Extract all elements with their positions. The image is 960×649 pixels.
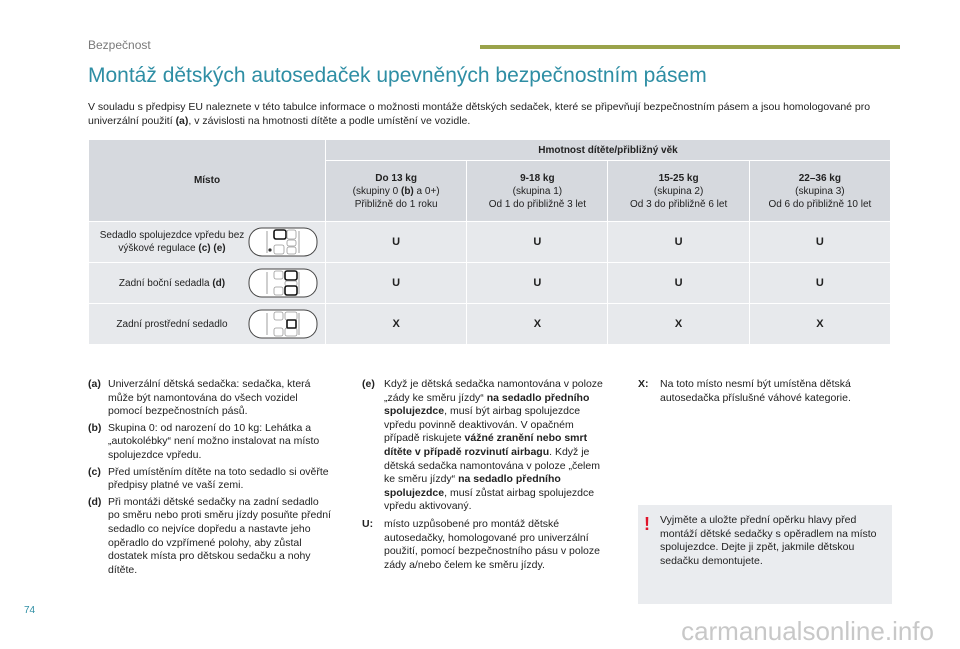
note-text: Univerzální dětská sedačka: sedačka, která může být namontována do všech vozidel pomocí bezpečnostních pásů. — [108, 378, 311, 418]
value-cell: U — [467, 263, 608, 304]
note-text: Skupina 0: od narození do 10 kg: Lehátka a „autokolébky“ není možno instalovat na místo spolujezdce vpředu. — [108, 421, 320, 461]
place-bold: (c) (e) — [198, 243, 226, 254]
col-place-header: Místo — [89, 140, 326, 222]
place-text: Zadní prostřední sedadlo — [116, 318, 228, 330]
note-u — [362, 518, 609, 572]
note-key: (b) — [88, 421, 102, 434]
notes-column-3 — [638, 378, 888, 408]
value-cell: X — [326, 304, 467, 345]
value-cell: U — [326, 222, 467, 263]
value-cell: U — [467, 222, 608, 263]
place-label — [97, 229, 247, 255]
value-cell: U — [608, 263, 749, 304]
weight-col-2 — [608, 161, 749, 222]
note-key: (d) — [88, 495, 102, 508]
group-bold: (b) — [400, 185, 414, 197]
note-text-part: , musí být airbag spolujezdce vpředu povinně deaktivován. V opačném případě riskujete — [384, 405, 581, 445]
intro-bold: (a) — [175, 115, 189, 127]
weight-col-1 — [467, 161, 608, 222]
page-title: Montáž dětských autosedaček upevněných bezpečnostním pásem — [88, 64, 707, 87]
place-label — [97, 277, 247, 290]
note-text-part: , musí zůstat airbag spolujezdce vpředu aktivovaný. — [384, 486, 595, 513]
group-text: (skupiny 0 — [352, 185, 401, 197]
weight-label: 15-25 kg — [658, 172, 699, 184]
notes-column-2 — [362, 378, 609, 575]
place-cell — [89, 263, 326, 304]
note-b — [88, 422, 333, 463]
note-key: (c) — [88, 465, 101, 478]
value-cell: X — [608, 304, 749, 345]
note-x — [638, 378, 888, 405]
warning-box — [638, 505, 892, 604]
age-label: Přibližně do 1 roku — [354, 198, 438, 210]
age-label: Od 6 do přibližně 10 let — [768, 198, 872, 210]
group-label: (skupina 3) — [795, 185, 845, 197]
note-key: (a) — [88, 378, 101, 390]
watermark: carmanualsonline.info — [681, 616, 934, 646]
value-cell: U — [749, 222, 890, 263]
weight-label: 22–36 kg — [798, 172, 841, 184]
warning-text: Vyjměte a uložte přední opěrku hlavy před montáží dětské sedačky s opěradlem na místo spolujezdce. Dejte ji zpět, jakmile dětskou sedačku demontujete. — [660, 514, 877, 567]
note-text-part: . Když je dětská sedačka namontována v poloze „čelem ke směru jízdy“ — [384, 445, 600, 486]
note-text-part: Když je dětská sedačka namontována v poloze „zády ke směru jízdy“ — [384, 378, 603, 404]
place-cell — [89, 304, 326, 345]
car-front-passenger-icon — [247, 225, 319, 259]
intro-paragraph — [88, 100, 893, 128]
group-label — [353, 186, 440, 197]
weight-header: Hmotnost dítěte/přibližný věk — [326, 140, 891, 161]
note-bold-part: na sedadlo předního spolujezdce — [384, 391, 590, 418]
car-rear-side-icon — [247, 266, 319, 300]
group-label: (skupina 1) — [512, 185, 563, 197]
note-d — [88, 496, 333, 578]
place-bold: (d) — [212, 277, 226, 289]
value-cell: U — [326, 263, 467, 304]
note-text: místo uzpůsobené pro montáž dětské autosedačky, homologované pro univerzální použití, pomocí bezpečnostního pásu v poloze zády a/nebo čelem ke směru jízdy. — [384, 517, 600, 571]
exclamation-icon: ! — [644, 514, 650, 534]
note-key: (e) — [362, 378, 375, 390]
age-label: Od 3 do přibližně 6 let — [629, 198, 728, 210]
group-text-end: a 0+) — [413, 185, 440, 197]
weight-col-3 — [749, 161, 890, 222]
age-label: Od 1 do přibližně 3 let — [488, 198, 586, 210]
place-cell — [89, 222, 326, 263]
notes-column-1 — [88, 378, 333, 580]
weight-label: 9-18 kg — [520, 172, 555, 184]
place-text: Zadní boční sedadla — [118, 277, 213, 289]
value-cell: U — [608, 222, 749, 263]
note-text: Při montáži dětské sedačky na zadní sedadlo po směru nebo proti směru jízdy posuňte přední sedadlo co nejvíce dopředu a nastavte jeho opěradlo do vzpřímené polohy, aby zůstal dostatek místa pro dětskou sedačku a nohy dítěte. — [108, 495, 331, 576]
note-c — [88, 466, 333, 493]
note-key: U: — [362, 517, 374, 530]
note-a — [88, 378, 333, 419]
table-row — [89, 263, 891, 304]
page-number: 74 — [24, 605, 36, 616]
value-cell: X — [749, 304, 890, 345]
group-label: (skupina 2) — [653, 185, 704, 197]
note-key: X: — [638, 378, 649, 390]
table-row — [89, 222, 891, 263]
note-text: Před umístěním dítěte na toto sedadlo si ověřte předpisy platné ve vaší zemi. — [108, 465, 329, 492]
weight-label: Do 13 kg — [375, 172, 417, 184]
note-text — [384, 378, 609, 514]
table-row — [89, 304, 891, 345]
child-seat-table — [88, 139, 891, 345]
note-e — [362, 378, 609, 514]
weight-col-0 — [326, 161, 467, 222]
note-bold-part: na sedadlo předního spolujezdce — [384, 473, 561, 499]
intro-text-1: V souladu s předpisy EU naleznete v této tabulce informace o možnosti montáže dětských sedaček, které se připevňují bezpečnostním pásem a jsou homologované pro univerzální použití — [88, 101, 871, 127]
intro-text-2: , v závislosti na hmotnosti dítěte a podle umístění ve vozidle. — [188, 115, 471, 127]
header-accent-bar — [480, 45, 900, 49]
note-text: Na toto místo nesmí být umístěna dětská autosedačka příslušné váhové kategorie. — [660, 378, 851, 404]
note-bold-part: vážné zranění nebo smrt dítěte v případě rozvinutí airbagu — [384, 432, 588, 458]
section-label: Bezpečnost — [88, 38, 151, 52]
place-label — [97, 318, 247, 331]
car-rear-middle-icon — [247, 307, 319, 341]
place-text: Sedadlo spolujezdce vpředu bez výškové regulace — [99, 230, 245, 254]
value-cell: U — [749, 263, 890, 304]
value-cell: X — [467, 304, 608, 345]
